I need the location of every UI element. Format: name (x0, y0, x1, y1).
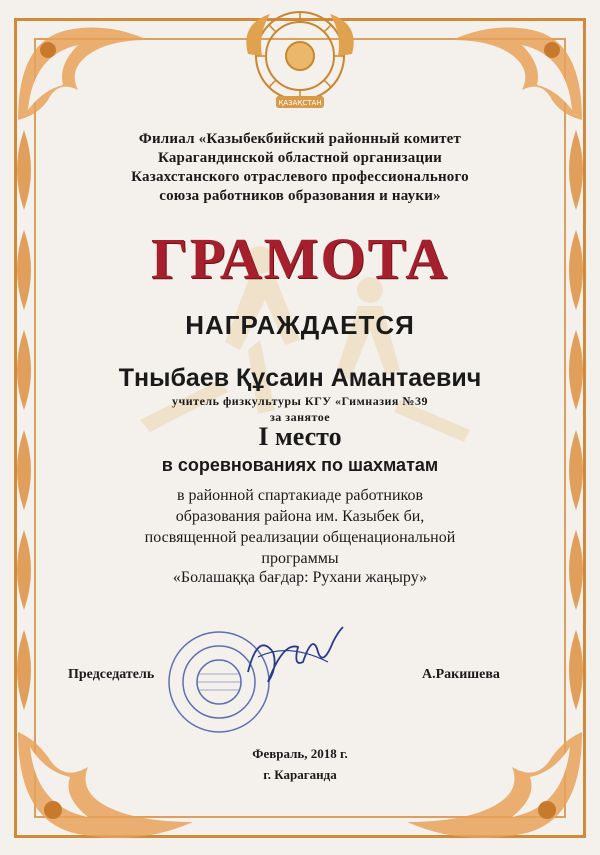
program-name: «Болашаққа бағдар: Рухани жаңыру» (172, 569, 428, 586)
event-line-3: посвященной реализации общенациональной (144, 529, 456, 546)
event-line-2: образования района им. Казыбек би, (175, 508, 425, 525)
competition-text: в соревнованиях по шахматам (161, 455, 439, 475)
corner-ornament-top-right-icon (442, 10, 592, 130)
awarded-heading: НАГРАЖДАЕТСЯ (185, 310, 415, 340)
place-heading: I место (258, 422, 342, 451)
organization-name (0, 130, 600, 206)
organization-line-4: союза работников образования и науки» (159, 188, 441, 204)
kazakhstan-state-emblem-icon (240, 4, 360, 116)
corner-ornament-bottom-right-icon (402, 722, 592, 850)
for-label: за занятое (269, 410, 331, 424)
emblem-text: ҚАЗАҚСТАН (278, 99, 322, 107)
event-line-4: программы (261, 550, 339, 567)
corner-ornament-bottom-left-icon (8, 722, 198, 850)
organization-line-1: Филиал «Казыбекбийский районный комитет (138, 131, 462, 147)
event-line-1: в районной спартакиаде работников (176, 487, 424, 504)
recipient-position: учитель физкультуры КГУ «Гимназия №39 (172, 394, 428, 408)
event-description (0, 485, 600, 569)
signature-role: Председатель (68, 667, 155, 682)
corner-ornament-top-left-icon (8, 10, 158, 130)
certificate-title: ГРАМОТА (150, 226, 450, 291)
handwritten-signature-icon (238, 612, 348, 694)
organization-line-2: Карагандинской областной организации (157, 150, 443, 166)
signature-name: А.Ракишева (422, 667, 500, 682)
recipient-name: Тныбаев Құсаин Амантаевич (118, 364, 482, 392)
organization-line-3: Казахстанского отраслевого профессионального (131, 169, 469, 185)
issue-city: г. Караганда (263, 767, 337, 782)
issue-date: Февраль, 2018 г. (252, 746, 348, 761)
